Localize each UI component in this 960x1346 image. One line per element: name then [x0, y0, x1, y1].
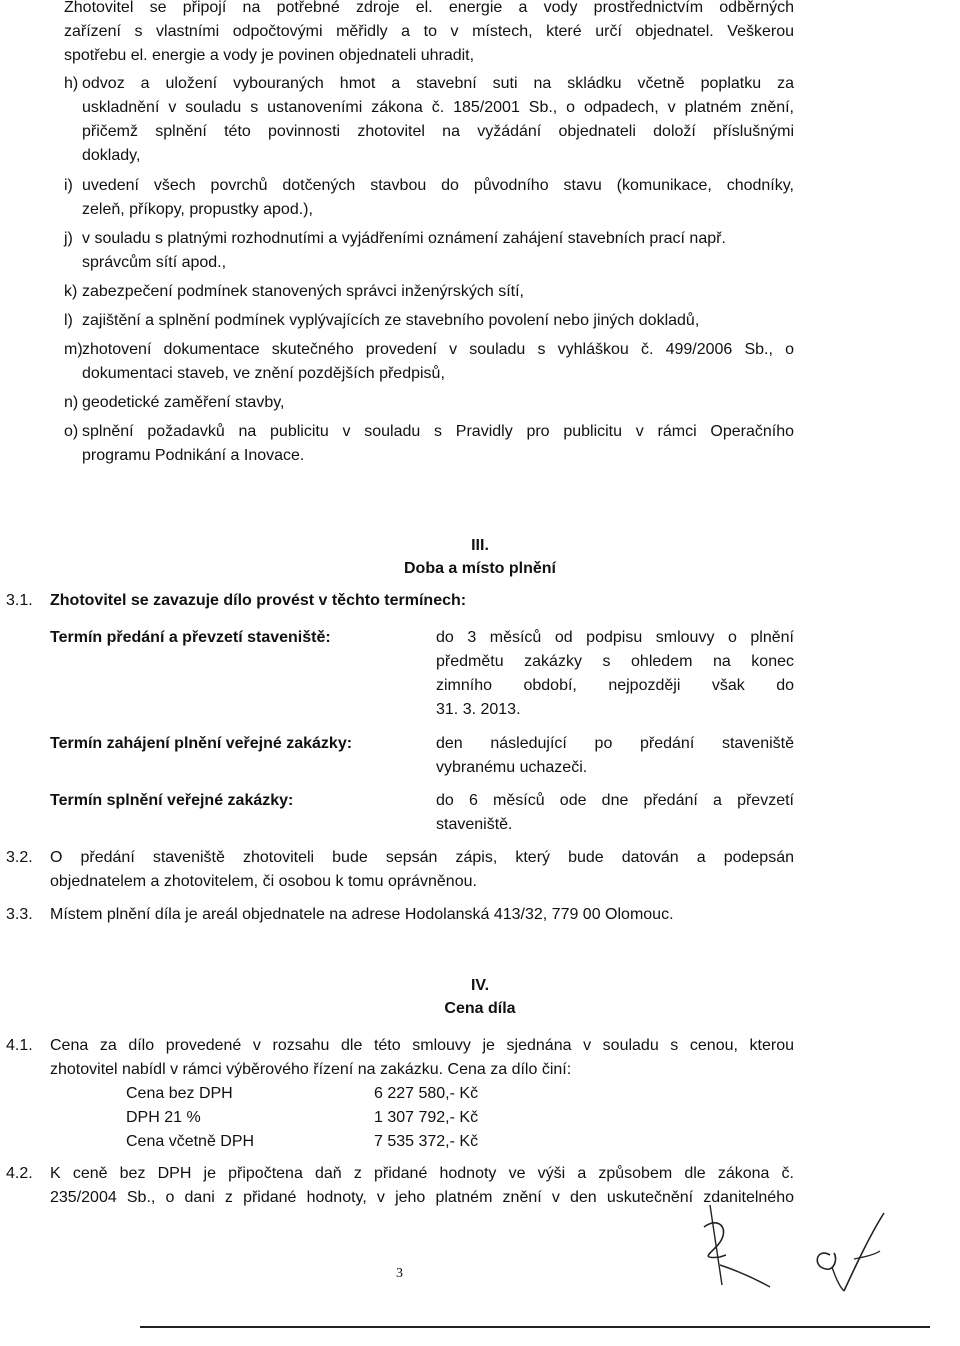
term-value-line: do 3 měsíců od podpisu smlouvy o plnění: [436, 629, 794, 646]
section-title: Doba a místo plnění: [403, 560, 556, 577]
paragraph-number: 3.3.: [6, 906, 33, 923]
list-item-line: zajištění a splnění podmínek vyplývajících ze stavebního povolení nebo jiných dokladů,: [82, 312, 700, 329]
handwritten-initials: [680, 1195, 920, 1305]
term-value-line: vybranému uchazeči.: [436, 759, 588, 776]
list-item-line: v souladu s platnými rozhodnutími a vyjádřeními oznámení zahájení stavebních prací např.: [82, 230, 726, 247]
page-number: 3: [396, 1266, 403, 1281]
price-label: Cena včetně DPH: [126, 1133, 255, 1150]
term-label: Termín předání a převzetí staveniště:: [50, 629, 331, 646]
paragraph-line: Cena za dílo provedené v rozsahu dle této smlouvy je sjednána v souladu s cenou, kterou: [50, 1037, 794, 1054]
term-value-line: den následující po předání staveniště: [436, 735, 794, 752]
paragraph-number: 4.2.: [6, 1165, 33, 1182]
paragraph-line: 235/2004 Sb., o dani z přidané hodnoty, v jeho platném znění v den uskutečnění zdanitelného: [50, 1189, 794, 1206]
paragraph-line: objednatelem a zhotovitelem, či osobou k tomu oprávněnou.: [50, 873, 477, 890]
list-item-line: geodetické zaměření stavby,: [82, 394, 285, 411]
term-label: Termín splnění veřejné zakázky:: [50, 792, 294, 809]
price-value: 6 227 580,- Kč: [374, 1085, 479, 1102]
list-item-line: uskladnění v souladu s ustanoveními zákona č. 185/2001 Sb., o odpadech, v platném znění,: [82, 99, 794, 116]
paragraph-line: K ceně bez DPH je připočtena daň z přidané hodnoty ve výši a způsobem dle zákona č.: [50, 1165, 794, 1182]
price-label: DPH 21 %: [126, 1109, 201, 1126]
list-item-line: zhotovení dokumentace skutečného provedení v souladu s vyhláškou č. 499/2006 Sb., o: [82, 341, 794, 358]
list-item-line: zeleň, příkopy, propustky apod.),: [82, 201, 313, 218]
list-marker: h): [64, 75, 79, 92]
list-marker: o): [64, 423, 79, 440]
list-item-line: uvedení všech povrchů dotčených stavbou do původního stavu (komunikace, chodníky,: [82, 177, 794, 194]
bottom-rule: [140, 1326, 930, 1328]
paragraph-line: O předání staveniště zhotoviteli bude sepsán zápis, který bude datován a podepsán: [50, 849, 794, 866]
paragraph-number: 3.2.: [6, 849, 33, 866]
price-label: Cena bez DPH: [126, 1085, 233, 1102]
section-number: III.: [471, 537, 489, 554]
term-value-line: předmětu zakázky s ohledem na konec: [436, 653, 794, 670]
term-label: Termín zahájení plnění veřejné zakázky:: [50, 735, 353, 752]
list-item-line: odvoz a uložení vybouraných hmot a stavební suti na skládku včetně poplatku za: [82, 75, 794, 92]
continuation-line-2: zařízení s vlastními odpočtovými měřidly a to v místech, které určí objednatel. Veškerou: [64, 23, 794, 40]
list-item-line: programu Podnikání a Inovace.: [82, 447, 305, 464]
paragraph-heading: Zhotovitel se zavazuje dílo provést v těchto termínech:: [50, 592, 467, 609]
term-value-line: do 6 měsíců ode dne předání a převzetí: [436, 792, 794, 809]
section-title: Cena díla: [444, 1000, 516, 1017]
continuation-line-1: Zhotovitel se připojí na potřebné zdroje el. energie a vody prostřednictvím odběrných: [64, 0, 794, 16]
list-marker: l): [64, 312, 73, 329]
list-item-line: dokumentaci staveb, ve znění pozdějších předpisů,: [82, 365, 445, 382]
list-item-line: správcům sítí apod.,: [82, 254, 227, 271]
list-item-line: zabezpečení podmínek stanovených správci inženýrských sítí,: [82, 283, 524, 300]
term-value-line: zimního období, nejpozději však do: [436, 677, 794, 694]
term-value-line: staveniště.: [436, 816, 513, 833]
price-value: 1 307 792,- Kč: [374, 1109, 479, 1126]
paragraph-number: 4.1.: [6, 1037, 33, 1054]
section-number: IV.: [470, 977, 490, 994]
list-marker: n): [64, 394, 79, 411]
list-marker: j): [64, 230, 73, 247]
list-item-line: přičemž splnění této povinnosti zhotovitel na vyžádání objednateli doloží příslušnými: [82, 123, 794, 140]
continuation-line-3: spotřebu el. energie a vody je povinen objednateli uhradit,: [64, 47, 475, 64]
paragraph-line: zhotovitel nabídl v rámci výběrového řízení na zakázku. Cena za dílo činí:: [50, 1061, 572, 1078]
list-marker: i): [64, 177, 73, 194]
list-item-line: doklady,: [82, 147, 141, 164]
paragraph-line: Místem plnění díla je areál objednatele na adrese Hodolanská 413/32, 779 00 Olomouc.: [50, 906, 674, 923]
term-value-line: 31. 3. 2013.: [436, 701, 521, 718]
list-item-line: splnění požadavků na publicitu v souladu s Pravidly pro publicitu v rámci Operačního: [82, 423, 794, 440]
list-marker: k): [64, 283, 78, 300]
list-marker: m): [64, 341, 83, 358]
paragraph-number: 3.1.: [6, 592, 33, 609]
price-value: 7 535 372,- Kč: [374, 1133, 479, 1150]
